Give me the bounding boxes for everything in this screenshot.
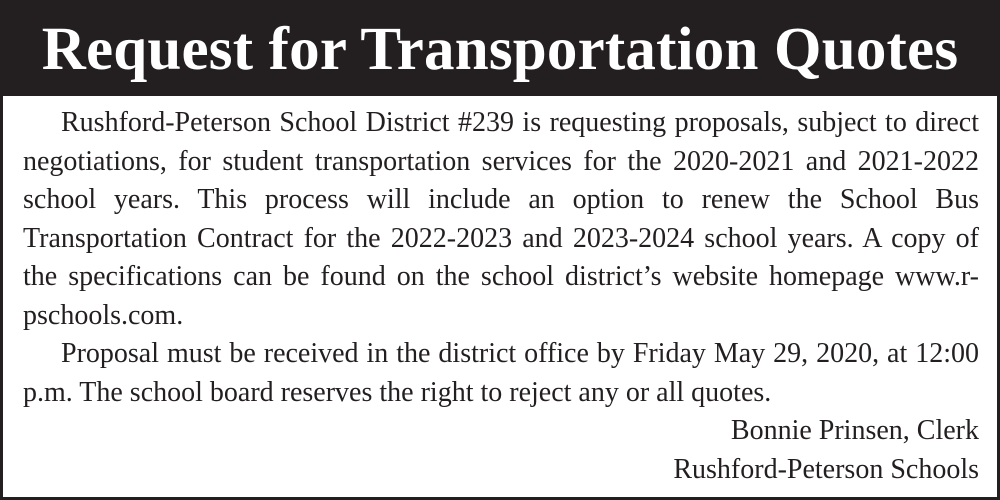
notice-title: Request for Transportation Quotes: [3, 3, 997, 96]
notice-paragraph-request: Rushford-Peterson School District #239 is requesting proposals, subject to direct negotiations, for student transportation services for the 2020-2021 and 2021-2022 school years. This process will include an option to renew the School Bus Transportation Contract for the 2022-2023 and 2023-2024 school years. A copy of the specifications can be found on the school district’s website homepage www.r-pschools.com.: [23, 107, 979, 331]
signature-name: Bonnie Prinsen, Clerk: [730, 415, 979, 446]
notice-paragraph-deadline: Proposal must be received in the district office by Friday May 29, 2020, at 12:00 p.m. The school board reserves the right to reject any or all quotes.: [23, 338, 979, 408]
signature-organization: Rushford-Peterson Schools: [673, 453, 979, 485]
notice-body: [23, 104, 979, 489]
